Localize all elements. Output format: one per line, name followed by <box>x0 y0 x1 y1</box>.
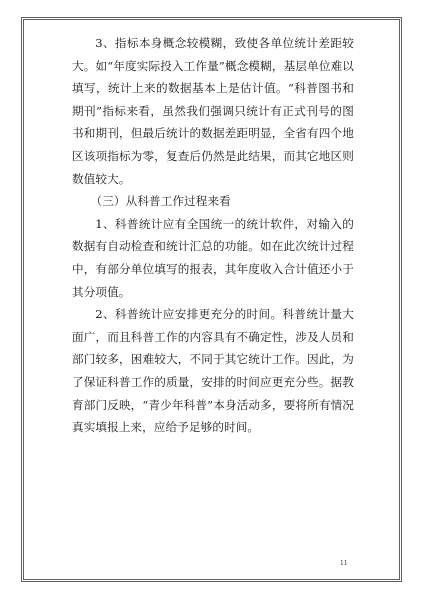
document-body <box>72 32 354 439</box>
section-heading: （三）从科普工作过程来看 <box>90 194 231 209</box>
paragraph-item-1: 1、科普统计应有全国统一的统计软件，对输入的数据有自动检查和统计汇总的功能。如在此次统计过程中，有部分单位填写的报表，其年度收入合计值还小于其分项值。 <box>72 216 354 299</box>
paragraph-item-3: 3、指标本身概念较模糊，致使各单位统计差距较大。如“年度实际投入工作量”概念模糊，基层单位难以填写，统计上来的数据基本上是估计值。“科普图书和期刊”指标来看，虽然我们强调只统计有正式刊号的图书和期刊，但最后统计的数据差距明显，全省有四个地区该项指标为零，复查后仍然是此结果，而其它地区则数值较大。 <box>72 36 354 186</box>
page-number: 11 <box>340 560 348 567</box>
paragraph-item-2: 2、科普统计应安排更充分的时间。科普统计量大面广，而且科普工作的内容具有不确定性，涉及人员和部门较多，困难较大，不同于其它统计工作。因此，为了保证科普工作的质量，安排的时间应更充分些。据教育部门反映，“青少年科普”本身活动多，要将所有情况真实填报上来，应给予足够的时间。 <box>72 307 354 435</box>
